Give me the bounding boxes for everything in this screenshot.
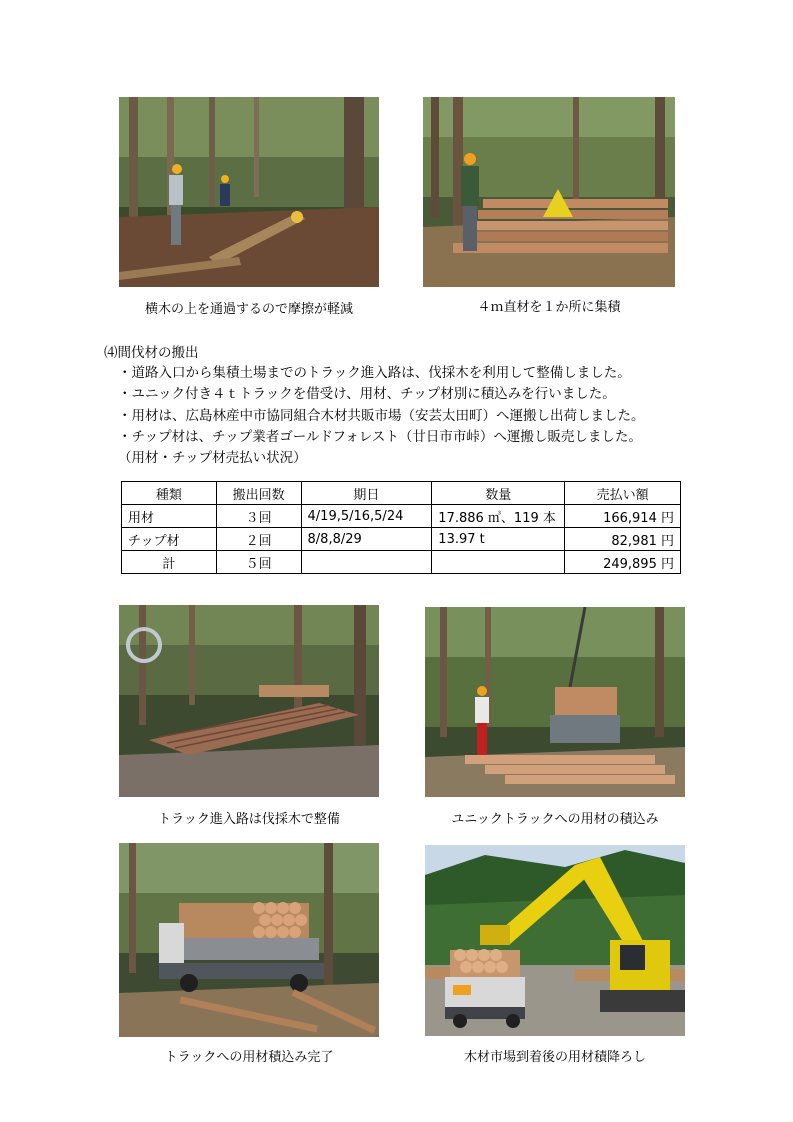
header-type: 種類 <box>122 482 217 505</box>
bullet-item: ・ユニック付き４ｔトラックを借受け、用材、チップ材別に積込みを行いました。 <box>118 386 616 403</box>
photo-market-unloading <box>425 845 685 1036</box>
cell-type: 計 <box>122 551 217 574</box>
caption-photo5: トラックへの用材積込み完了 <box>164 1050 334 1065</box>
photo-logs-on-slope <box>119 97 379 287</box>
table-caption: （用材・チップ材売払い状況） <box>118 450 307 467</box>
cell-date <box>301 551 432 574</box>
cell-amount: 166,914 円 <box>565 505 681 528</box>
header-date: 期日 <box>301 482 432 505</box>
cell-count: ５回 <box>216 551 301 574</box>
photo-stacked-logs <box>423 97 675 287</box>
table-header-row <box>122 482 681 505</box>
photo-unic-loading <box>425 607 685 797</box>
header-amount: 売払い額 <box>565 482 681 505</box>
header-count: 搬出回数 <box>216 482 301 505</box>
caption-photo2: ４ｍ直材を１か所に集積 <box>477 300 621 315</box>
cell-quantity: 13.97 t <box>432 528 565 551</box>
table-row <box>122 505 681 528</box>
cell-type: 用材 <box>122 505 217 528</box>
bullet-item: ・チップ材は、チップ業者ゴールドフォレスト（廿日市市峠）へ運搬し販売しました。 <box>118 428 642 445</box>
cell-type: チップ材 <box>122 528 217 551</box>
sales-table <box>121 481 681 574</box>
table-total-row <box>122 551 681 574</box>
cell-amount: 82,981 円 <box>565 528 681 551</box>
cell-quantity <box>432 551 565 574</box>
section-title: ⑷間伐材の搬出 <box>104 345 199 361</box>
bullet-item: ・用材は、広島林産中市協同組合木材共販市場（安芸太田町）へ運搬し出荷しました。 <box>118 407 645 424</box>
bullet-list <box>118 363 645 469</box>
photo-log-road <box>119 605 379 797</box>
cell-count: ３回 <box>216 505 301 528</box>
header-quantity: 数量 <box>432 482 565 505</box>
cell-amount: 249,895 円 <box>565 551 681 574</box>
cell-date: 4/19,5/16,5/24 <box>301 505 432 528</box>
bullet-item: ・道路入口から集積土場までのトラック進入路は、伐採木を利用して整備しました。 <box>118 365 631 381</box>
caption-photo4: ユニックトラックへの用材の積込み <box>451 812 659 827</box>
cell-quantity: 17.886 ㎥、119 本 <box>432 505 565 528</box>
caption-photo1: 横木の上を通過するので摩擦が軽減 <box>144 302 353 317</box>
caption-photo6: 木材市場到着後の用材積降ろし <box>463 1050 646 1065</box>
table-row <box>122 528 681 551</box>
caption-photo3: トラック進入路は伐採木で整備 <box>158 812 340 827</box>
cell-date: 8/8,8/29 <box>301 528 432 551</box>
photo-loaded-truck <box>119 843 379 1037</box>
cell-count: ２回 <box>216 528 301 551</box>
